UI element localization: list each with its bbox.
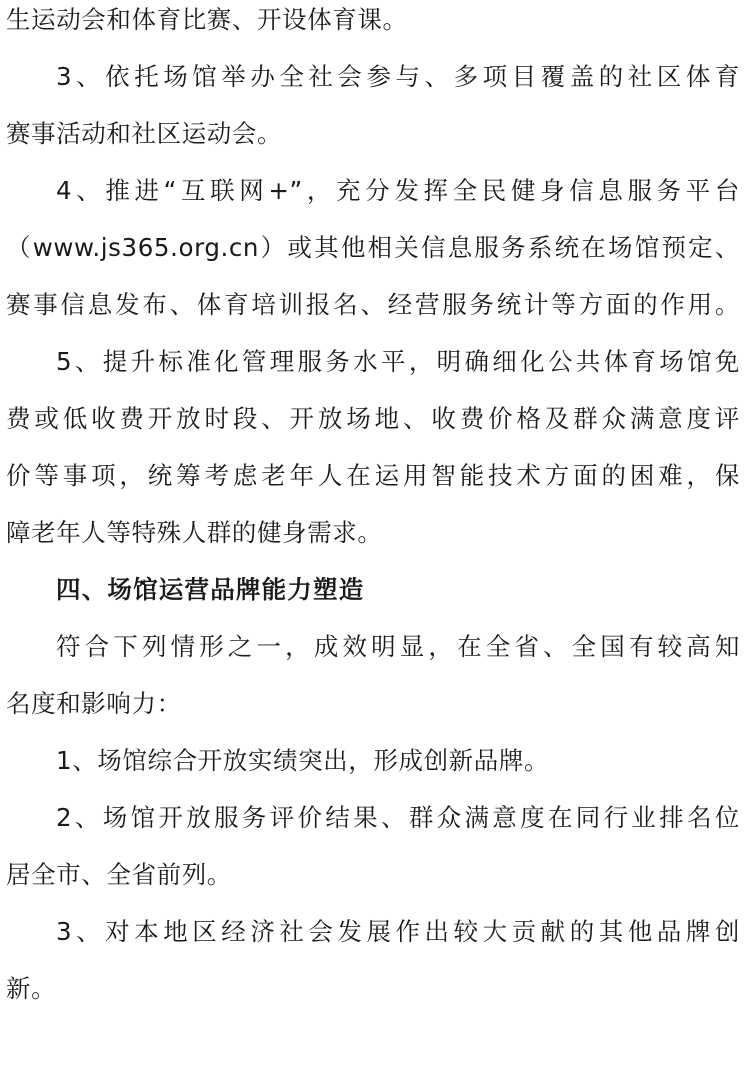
text-line: 5、提升标准化管理服务水平，明确细化公共体育场馆免 xyxy=(56,347,740,376)
text-line: 生运动会和体育比赛、开设体育课。 xyxy=(6,5,408,34)
text-line: 1、场馆综合开放实绩突出，形成创新品牌。 xyxy=(56,746,550,775)
text-line: 价等事项，统筹考虑老年人在运用智能技术方面的困难，保 xyxy=(6,461,740,490)
text-line: 新。 xyxy=(6,974,57,1003)
text-line: 障老年人等特殊人群的健身需求。 xyxy=(6,518,383,547)
text-line: 赛事信息发布、体育培训报名、经营服务统计等方面的作用。 xyxy=(6,290,740,319)
text-line: （www.js365.org.cn）或其他相关信息服务系统在场馆预定、 xyxy=(6,233,740,262)
text-line: 2、场馆开放服务评价结果、群众满意度在同行业排名位 xyxy=(56,803,740,832)
text-line: 名度和影响力： xyxy=(6,689,182,718)
text-line: 居全市、全省前列。 xyxy=(6,860,232,889)
text-line: 符合下列情形之一，成效明显，在全省、全国有较高知 xyxy=(56,632,740,661)
section-heading: 四、场馆运营品牌能力塑造 xyxy=(56,575,365,604)
text-line: 3、对本地区经济社会发展作出较大贡献的其他品牌创 xyxy=(56,917,740,946)
text-line: 3、依托场馆举办全社会参与、多项目覆盖的社区体育 xyxy=(56,62,740,91)
text-line: 4、推进“互联网+”，充分发挥全民健身信息服务平台 xyxy=(56,176,740,205)
text-line: 赛事活动和社区运动会。 xyxy=(6,119,283,148)
text-line: 费或低收费开放时段、开放场地、收费价格及群众满意度评 xyxy=(6,404,740,433)
